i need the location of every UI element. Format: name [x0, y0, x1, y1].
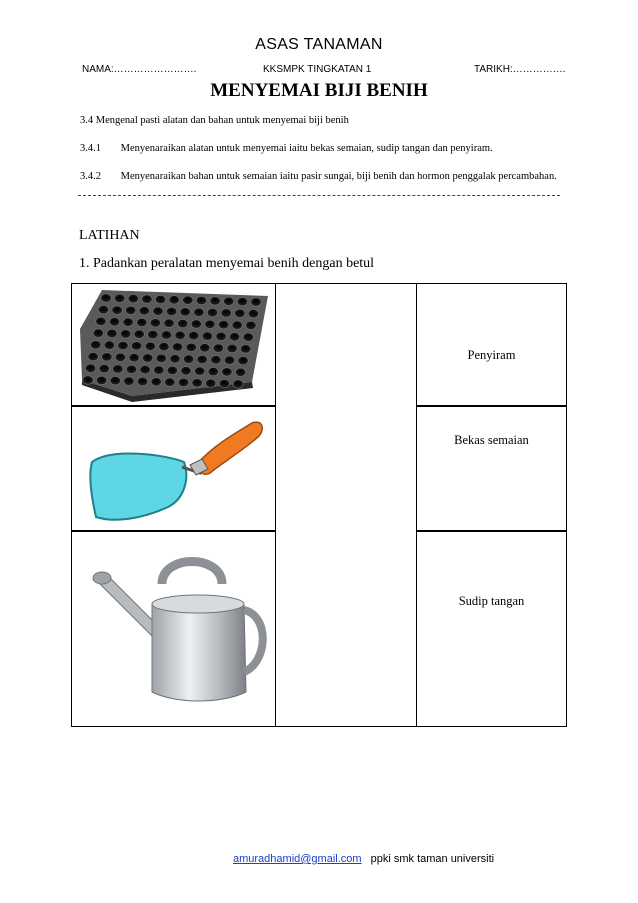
tray-cell — [206, 379, 216, 387]
tray-cell — [167, 366, 177, 374]
tray-cell — [181, 367, 191, 375]
answer-cell — [416, 531, 567, 727]
tray-cell — [178, 319, 188, 327]
tray-cell — [195, 367, 205, 375]
tray-cell — [83, 376, 93, 384]
tray-cell — [104, 341, 114, 349]
tray-cell — [180, 308, 190, 316]
tray-cell — [114, 294, 124, 302]
tray-cell — [128, 295, 138, 303]
email-link[interactable]: amuradhamid@gmail.com — [233, 853, 362, 865]
tray-cell — [124, 377, 134, 385]
tray-cell — [235, 309, 245, 317]
tray-cell — [235, 368, 245, 376]
tray-cell — [153, 307, 163, 315]
tray-cell — [205, 320, 215, 328]
image-cell-watering-can — [71, 531, 276, 727]
objective-number: 3.4.1 — [80, 143, 101, 154]
tray-cell — [208, 367, 218, 375]
tarikh-field: TARIKH:……………. — [474, 64, 566, 75]
objective-main — [80, 115, 349, 126]
objective-text: Menyenaraikan bahan untuk semaian iaitu pasir sungai, biji benih dan hormon penggalak percambahan. — [120, 171, 557, 182]
tray-cell — [197, 355, 207, 363]
image-cell-seedling-tray — [71, 283, 276, 406]
tray-cell — [115, 353, 125, 361]
tray-cell — [155, 295, 165, 303]
tray-cell — [126, 365, 136, 373]
tray-cell — [93, 329, 103, 337]
tray-cell — [164, 319, 174, 327]
tray-cell — [154, 366, 164, 374]
tray-cell — [137, 377, 147, 385]
tray-cell — [221, 309, 231, 317]
matching-table — [71, 283, 567, 727]
objective-number: 3.4.2 — [80, 171, 101, 182]
tray-cell — [120, 330, 130, 338]
tray-cell — [189, 332, 199, 340]
answer-cell — [416, 406, 567, 531]
tray-cell — [213, 344, 223, 352]
tray-cell — [88, 352, 98, 360]
course-label: KKSMPK TINGKATAN 1 — [263, 64, 372, 75]
subject-title: ASAS TANAMAN — [255, 36, 383, 53]
tray-cell — [123, 318, 133, 326]
tray-cell — [137, 318, 147, 326]
tray-cell — [183, 355, 193, 363]
tray-cell — [145, 342, 155, 350]
objective-item — [80, 143, 493, 154]
tray-cell — [161, 331, 171, 339]
tray-cell — [216, 332, 226, 340]
tray-cell — [211, 356, 221, 364]
tray-cell — [112, 306, 122, 314]
objective-number: 3.4 — [80, 115, 94, 126]
tray-cell — [99, 364, 109, 372]
seedling-tray-icon — [72, 284, 275, 405]
tray-cell — [194, 308, 204, 316]
tray-cell — [139, 307, 149, 315]
tray-cell — [91, 341, 101, 349]
dashed-divider — [78, 195, 560, 196]
tray-cell — [232, 321, 242, 329]
tray-cell — [178, 378, 188, 386]
tray-cell — [129, 354, 139, 362]
tray-cell — [109, 318, 119, 326]
tray-cell — [148, 330, 158, 338]
tray-cell — [172, 343, 182, 351]
tray-cell — [186, 343, 196, 351]
tray-cell — [175, 331, 185, 339]
tray-cell — [224, 356, 234, 364]
tray-cell — [169, 296, 179, 304]
tray-cell — [166, 307, 176, 315]
tray-cell — [224, 297, 234, 305]
tray-cell — [85, 364, 95, 372]
answer-label: Bekas semaian — [454, 433, 529, 447]
tray-cell — [102, 353, 112, 361]
section-heading: LATIHAN — [79, 228, 140, 243]
tray-cell — [170, 355, 180, 363]
page-title: MENYEMAI BIJI BENIH — [210, 80, 428, 101]
objective-text: Mengenal pasti alatan dan bahan untuk menyemai biji benih — [95, 115, 349, 126]
tray-cell — [219, 379, 229, 387]
tray-cell — [227, 344, 237, 352]
tray-cell — [237, 297, 247, 305]
tray-cell — [196, 296, 206, 304]
tray-cell — [134, 330, 144, 338]
tray-cell — [113, 365, 123, 373]
tray-cell — [222, 368, 232, 376]
answer-label: Sudip tangan — [458, 594, 525, 608]
tray-cell — [251, 298, 261, 306]
tray-cell — [241, 345, 251, 353]
tray-cell — [248, 310, 258, 318]
tray-cell — [238, 356, 248, 364]
tray-cell — [200, 344, 210, 352]
tray-cell — [165, 378, 175, 386]
tray-cell — [96, 376, 106, 384]
tray-cell — [142, 295, 152, 303]
footer — [233, 853, 494, 865]
tray-cell — [131, 342, 141, 350]
tray-cell — [98, 306, 108, 314]
tray-cell — [207, 308, 217, 316]
tray-cell — [202, 332, 212, 340]
tray-cell — [246, 321, 256, 329]
tray-cell — [150, 319, 160, 327]
tray-cell — [151, 378, 161, 386]
tray-cell — [229, 333, 239, 341]
tray-cell — [107, 329, 117, 337]
answer-cell — [416, 283, 567, 406]
objective-text: Menyenaraikan alatan untuk menyemai iaitu bekas semaian, sudip tangan dan penyiram. — [120, 143, 493, 154]
tray-cell — [118, 341, 128, 349]
answer-label: Penyiram — [467, 348, 516, 362]
tray-cell — [126, 306, 136, 314]
tray-cell — [218, 321, 228, 329]
tray-cell — [143, 354, 153, 362]
tray-cell — [96, 317, 106, 325]
tray-cell — [159, 343, 169, 351]
objective-item — [80, 171, 557, 182]
tray-cell — [140, 366, 150, 374]
watering-can-icon — [72, 532, 275, 726]
tray-cell — [192, 379, 202, 387]
tray-cell — [183, 296, 193, 304]
hand-trowel-icon — [72, 407, 275, 530]
question-text: 1. Padankan peralatan menyemai benih dengan betul — [79, 256, 375, 271]
tray-cell — [210, 297, 220, 305]
tray-cell — [110, 377, 120, 385]
image-cell-hand-trowel — [71, 406, 276, 531]
tray-cell — [243, 333, 253, 341]
tray-cell — [233, 380, 243, 388]
nama-field: NAMA:……………………. — [82, 64, 197, 75]
footer-org: ppki smk taman universiti — [370, 853, 495, 865]
tray-cell — [156, 354, 166, 362]
tray-cell — [191, 320, 201, 328]
tray-cell — [101, 294, 111, 302]
